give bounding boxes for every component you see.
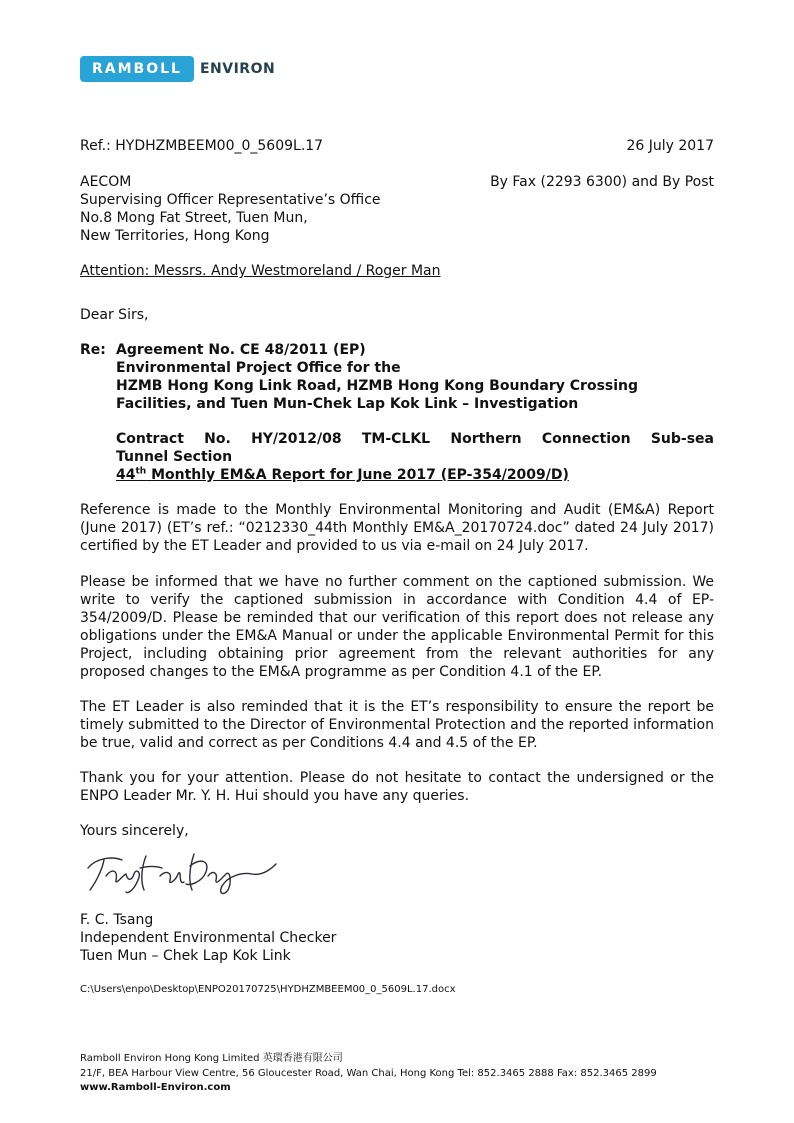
report-ordinal: th	[135, 466, 147, 477]
footer-website: www.Ramboll-Environ.com	[80, 1082, 231, 1093]
footer-company: Ramboll Environ Hong Kong Limited 英環香港有限公司	[80, 1053, 343, 1064]
contract-word: TM-CLKL	[361, 431, 431, 447]
contract-word: Connection	[541, 431, 631, 447]
contract-word: Contract	[116, 431, 184, 447]
signatory-title: Independent Environmental Checker	[80, 930, 337, 946]
body-paragraph-3: The ET Leader is also reminded that it is the ET’s responsibility to ensure the report be timely submitted to the Director of Environmental Protection and the reported information be true, valid and correct as per Conditions 4.4 and 4.5 of the EP.	[80, 699, 714, 751]
subject-line-3: HZMB Hong Kong Link Road, HZMB Hong Kong Boundary Crossing	[116, 378, 639, 394]
report-title	[116, 466, 714, 484]
recipient-line-2: Supervising Officer Representative’s Office	[80, 192, 381, 208]
subject-block	[116, 341, 714, 413]
subject-line-1: Agreement No. CE 48/2011 (EP)	[116, 342, 366, 358]
body-paragraph-1: Reference is made to the Monthly Environmental Monitoring and Audit (EM&A) Report (June 2017) (ET’s ref.: “0212330_44th Monthly EM&A_20170724.doc” dated 24 July 2017) certified by the ET Leader and provided to us via e-mail on 24 July 2017.	[80, 502, 714, 554]
report-title-rest: Monthly EM&A Report for June 2017 (EP-354/2009/D)	[146, 467, 569, 483]
contract-word: HY/2012/08	[251, 431, 342, 447]
subject-line-2: Environmental Project Office for the	[116, 360, 401, 376]
recipient-line-1: AECOM	[80, 174, 132, 190]
contract-word: Sub-sea	[650, 431, 714, 447]
recipient-line-3: No.8 Mong Fat Street, Tuen Mun,	[80, 210, 308, 226]
contract-block	[116, 430, 714, 484]
letter-date: 26 July 2017	[626, 138, 714, 154]
re-label: Re:	[80, 342, 106, 358]
signatory-project: Tuen Mun – Chek Lap Kok Link	[80, 948, 291, 964]
body-paragraph-2: Please be informed that we have no further comment on the captioned submission. We write to verify the captioned submission in accordance with Condition 4.4 of EP-354/2009/D. Please be reminded that our verification of this report does not release any obligations under the EM&A Manual or under the applicable Environmental Permit for this Project, including obtaining prior agreement from the relevant authorities for any proposed changes to the EM&A programme as per Condition 4.1 of the EP.	[80, 574, 714, 680]
delivery-method: By Fax (2293 6300) and By Post	[490, 174, 714, 190]
contract-line-1	[116, 430, 714, 448]
attention-line: Attention: Messrs. Andy Westmoreland / Roger Man	[80, 263, 441, 279]
contract-word: Northern	[450, 431, 522, 447]
footer-address: 21/F, BEA Harbour View Centre, 56 Gloucester Road, Wan Chai, Hong Kong Tel: 852.3465 2888 Fax: 852.3465 2899	[80, 1068, 657, 1079]
body-paragraph-4: Thank you for your attention. Please do not hesitate to contact the undersigned or the ENPO Leader Mr. Y. H. Hui should you have any queries.	[80, 770, 714, 804]
valediction: Yours sincerely,	[80, 823, 189, 839]
recipient-line-4: New Territories, Hong Kong	[80, 228, 270, 244]
logo-brand: RAMBOLL	[80, 56, 194, 82]
subject-line-4: Facilities, and Tuen Mun-Chek Lap Kok Link – Investigation	[116, 396, 579, 412]
reference-number: Ref.: HYDHZMBEEM00_0_5609L.17	[80, 138, 324, 154]
signature	[82, 846, 282, 898]
company-logo	[80, 56, 275, 82]
signatory-name: F. C. Tsang	[80, 912, 154, 928]
report-number: 44	[116, 467, 136, 483]
salutation: Dear Sirs,	[80, 307, 149, 323]
logo-sub: ENVIRON	[199, 61, 276, 77]
contract-line-2: Tunnel Section	[116, 449, 233, 465]
contract-word: No.	[204, 431, 231, 447]
file-path: C:\Users\enpo\Desktop\ENPO20170725\HYDHZMBEEM00_0_5609L.17.docx	[80, 984, 456, 995]
